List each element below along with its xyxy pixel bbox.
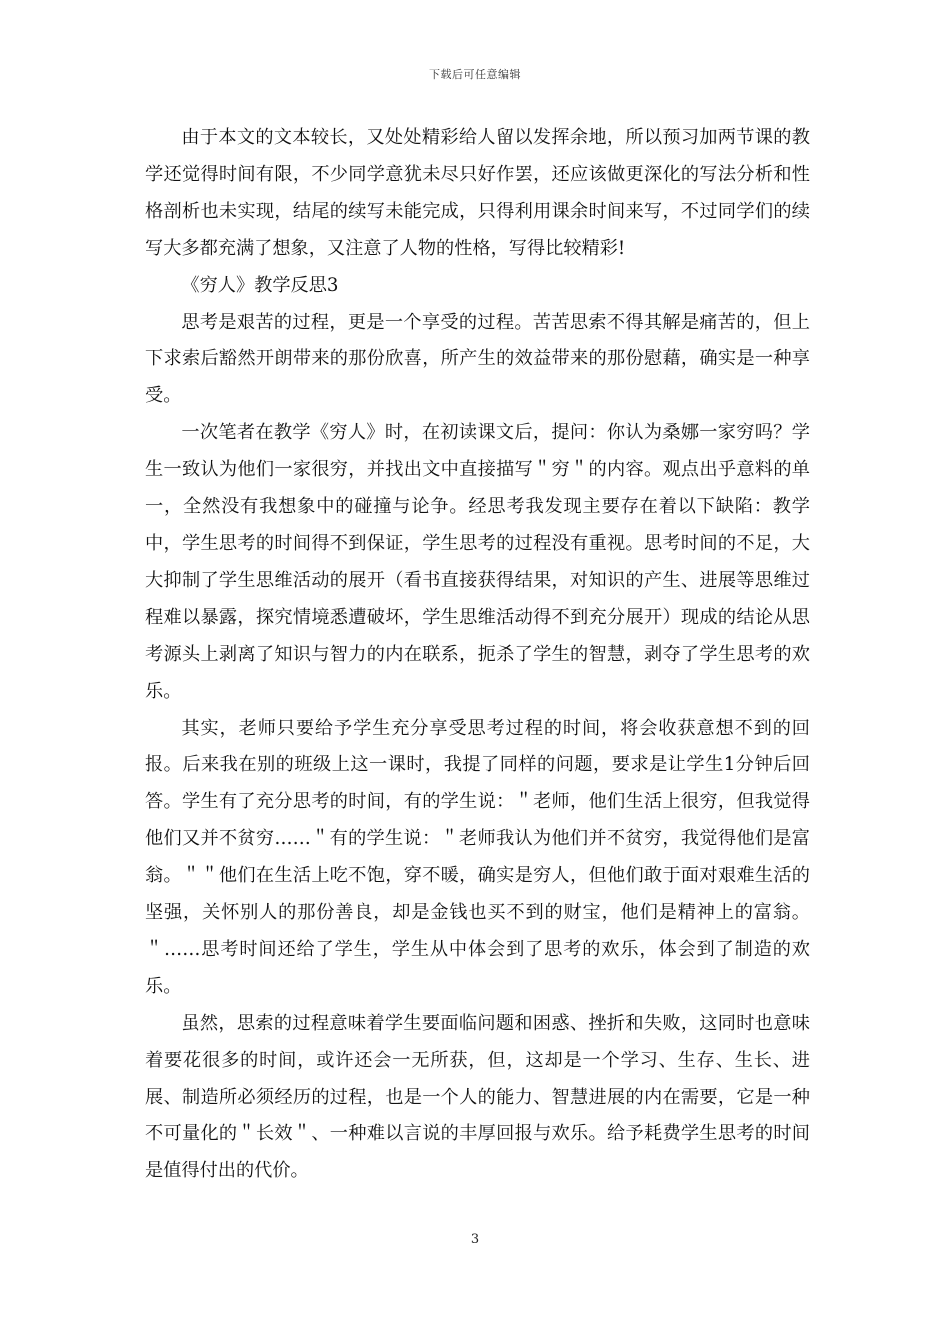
page-header: 下载后可任意编辑	[429, 68, 521, 81]
paragraph-teacher-time: 其实，老师只要给予学生充分享受思考过程的时间，将会收获意想不到的回报。后来我在别的班级上这一课时，我提了同样的问题，要求是让学生1分钟后回答。学生有了充分思考的时间，有的学生说：＂老师，他们生活上很穷，但我觉得他们又并不贫穷……＂有的学生说：＂老师我认为他们并不贫穷，我觉得他们是富翁。＂＂他们在生活上吃不饱，穿不暖，确实是穷人，但他们敢于面对艰难生活的坚强，关怀别人的那份善良，却是金钱也买不到的财宝，他们是精神上的富翁。＂……思考时间还给了学生，学生从中体会到了思考的欢乐，体会到了制造的欢乐。	[145, 717, 810, 997]
paragraph-thinking-intro: 思考是艰苦的过程，更是一个享受的过程。苦苦思索不得其解是痛苦的，但上下求索后豁然开朗带来的那份欣喜，所产生的效益带来的那份慰藉，确实是一种享受。	[145, 311, 810, 407]
section-heading: 《穷人》教学反思3	[181, 274, 339, 296]
document-body	[145, 120, 810, 1190]
paragraph-continuation: 由于本文的文本较长，又处处精彩给人留以发挥余地，所以预习加两节课的教学还觉得时间有限，不少同学意犹未尽只好作罢，还应该做更深化的写法分析和性格剖析也未实现，结尾的续写未能完成，只得利用课余时间来写，不过同学们的续写大多都充满了想象，又注意了人物的性格，写得比较精彩!	[145, 127, 810, 259]
paragraph-conclusion: 虽然，思索的过程意味着学生要面临问题和困惑、挫折和失败，这同时也意味着要花很多的时间，或许还会一无所获，但，这却是一个学习、生存、生长、进展、制造所必须经历的过程，也是一个人的能力、智慧进展的内在需要，它是一种不可量化的＂长效＂、一种难以言说的丰厚回报与欢乐。给予耗费学生思考的时间是值得付出的代价。	[145, 1012, 810, 1182]
page-number: 3	[470, 1232, 480, 1247]
paragraph-teaching-case: 一次笔者在教学《穷人》时，在初读课文后，提问：你认为桑娜一家穷吗？学生一致认为他们一家很穷，并找出文中直接描写＂穷＂的内容。观点出乎意料的单一，全然没有我想象中的碰撞与论争。经思考我发现主要存在着以下缺陷：教学中，学生思考的时间得不到保证，学生思考的过程没有重视。思考时间的不足，大大抑制了学生思维活动的展开（看书直接获得结果，对知识的产生、进展等思维过程难以暴露，探究情境悉遭破坏，学生思维活动得不到充分展开）现成的结论从思考源头上剥离了知识与智力的内在联系，扼杀了学生的智慧，剥夺了学生思考的欢乐。	[145, 422, 810, 702]
